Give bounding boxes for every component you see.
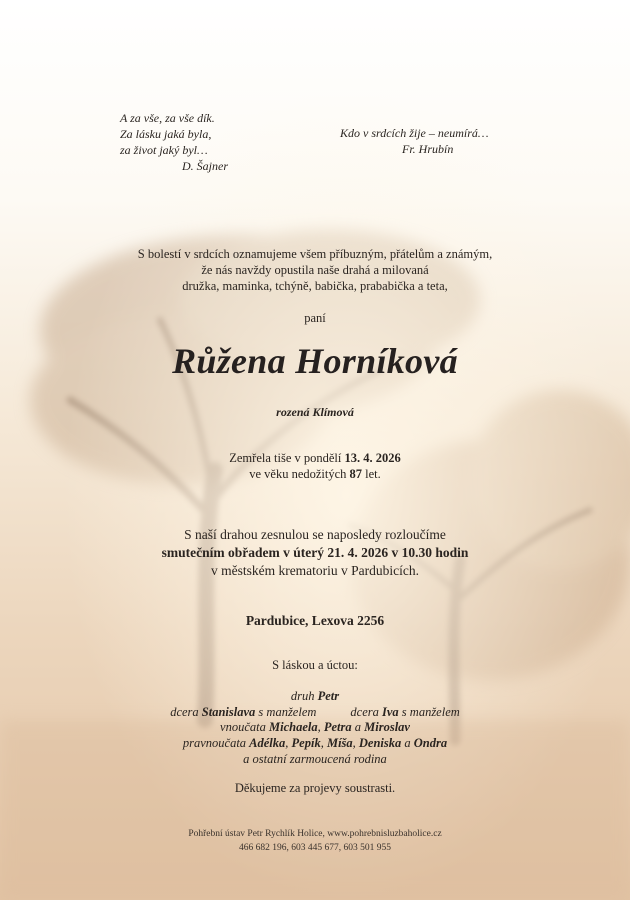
separator: , (317, 720, 324, 734)
quote-right-author: Fr. Hrubín (402, 142, 454, 156)
mourner-name: Ondra (413, 736, 448, 750)
age-line (0, 466, 630, 482)
mourner-grandchildren (0, 719, 630, 735)
mourner-name: Iva (382, 705, 399, 719)
mourner-relation: dcera (170, 705, 202, 719)
title-word: paní (304, 311, 326, 325)
thanks: Děkujeme za projevy soustrasti. (234, 781, 396, 795)
quote-left-author: D. Šajner (182, 159, 228, 173)
mourner-suffix: s manželem (398, 705, 460, 719)
mourner-daughters (0, 704, 630, 720)
mourner-name: Míša (326, 736, 353, 750)
mourner-partner (0, 688, 630, 704)
funeral-place: v městském krematoriu v Pardubicích. (210, 563, 420, 578)
age-prefix: ve věku nedožitých (249, 467, 350, 481)
mourner-name: Petr (317, 689, 340, 703)
announcement-line: že nás navždy opustila naše drahá a milovaná (201, 263, 429, 277)
mourner-relation: vnoučata (220, 720, 269, 734)
announcement-line: družka, maminka, tchýně, babička, prababička a teta, (182, 279, 448, 293)
mourner-name: Deniska (358, 736, 402, 750)
mourner-relation: pravnoučata (182, 736, 250, 750)
death-date: 13. 4. 2026 (344, 451, 401, 465)
mourner-name: Pepík (291, 736, 321, 750)
mourner-relation: druh (290, 689, 318, 703)
quote-right-line: Kdo v srdcích žije – neumírá… (340, 126, 489, 140)
closing-greeting: S láskou a úctou: (272, 658, 358, 672)
death-date-line (0, 450, 630, 466)
footer-phones: 466 682 196, 603 445 677, 603 501 955 (239, 843, 391, 853)
separator: , (285, 736, 292, 750)
mourner-name: Stanislava (201, 705, 256, 719)
mourner-name: Miroslav (364, 720, 410, 734)
footer-funeral-home: Pohřební ústav Petr Rychlík Holice, www.pohrebnisluzbaholice.cz (188, 829, 442, 839)
quote-left (120, 110, 300, 174)
quote-left-line: Za lásku jaká byla, (120, 127, 212, 141)
quote-right (340, 125, 560, 157)
deceased-name: Růžena Horníková (172, 341, 458, 381)
quote-left-line: A za vše, za vše dík. (120, 111, 215, 125)
separator: a (401, 736, 414, 750)
mourner-family: a ostatní zarmoucená rodina (243, 752, 387, 766)
age-value: 87 (349, 467, 363, 481)
mourner-name: Petra (323, 720, 352, 734)
mourner-great-grandchildren (0, 735, 630, 751)
mourner-suffix: s manželem (255, 705, 317, 719)
quote-left-line: za život jaký byl… (120, 143, 208, 157)
mourner-name: Adélka (249, 736, 286, 750)
funeral-line: S naší drahou zesnulou se naposledy rozloučíme (184, 527, 446, 542)
mourner-name: Michaela (268, 720, 318, 734)
funeral-ceremony: smutečním obřadem v úterý 21. 4. 2026 v 10.30 hodin (161, 545, 469, 560)
announcement-line: S bolestí v srdcích oznamujeme všem příbuzným, přátelům a známým, (137, 247, 493, 261)
address: Pardubice, Lexova 2256 (245, 613, 385, 628)
age-suffix: let. (362, 467, 381, 481)
separator: , (320, 736, 327, 750)
separator: , (352, 736, 359, 750)
separator: a (351, 720, 365, 734)
mourner-relation: dcera (350, 705, 382, 719)
death-prefix: Zemřela tiše v pondělí (229, 451, 345, 465)
maiden-name: rozená Klímová (276, 405, 354, 419)
